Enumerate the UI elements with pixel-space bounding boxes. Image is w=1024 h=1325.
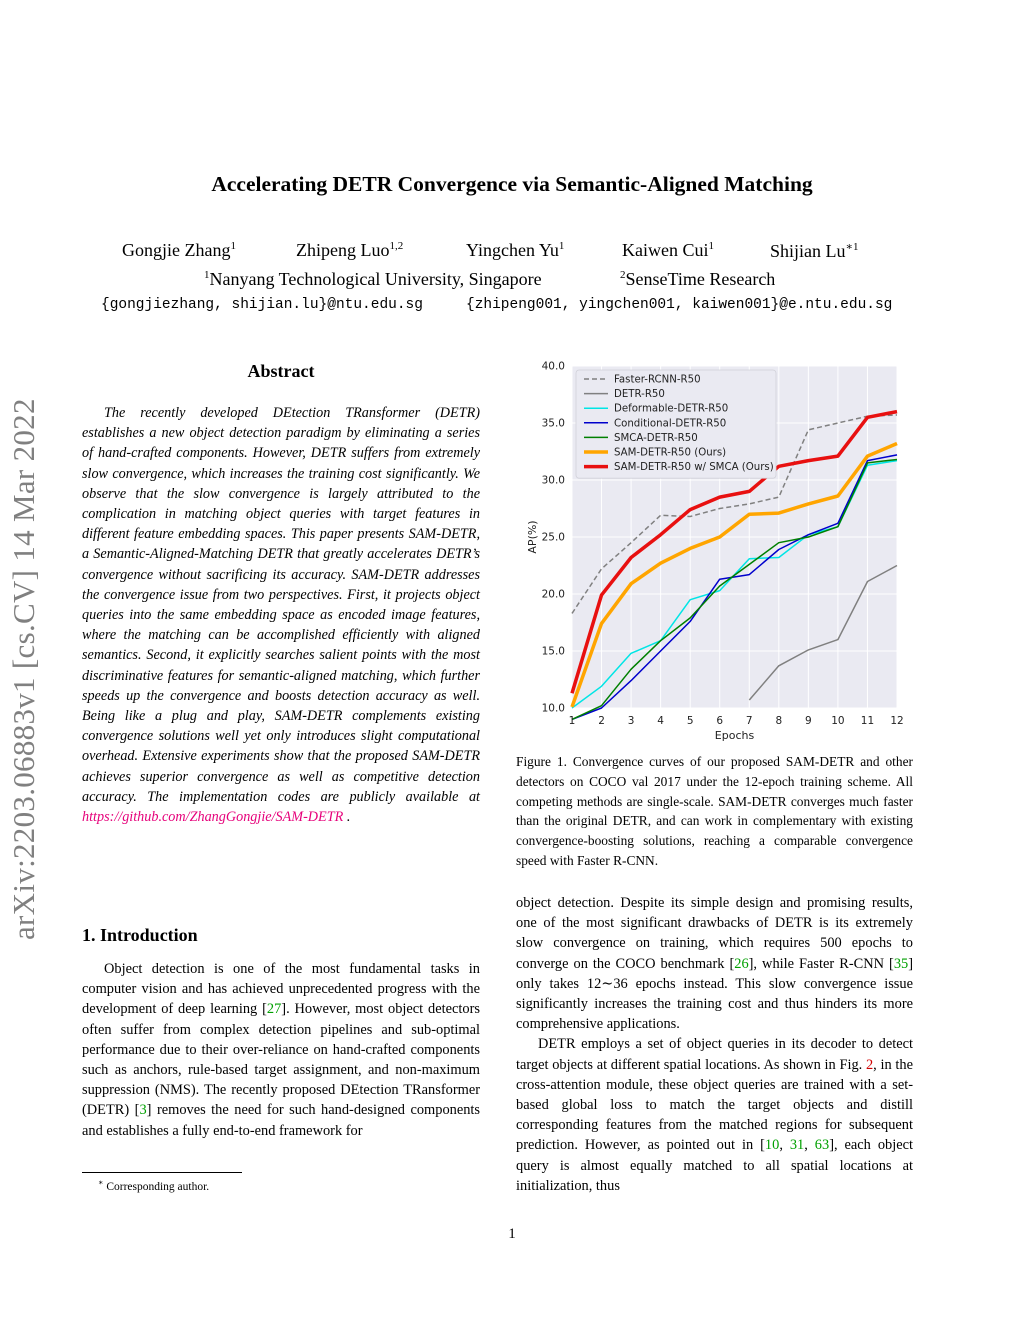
y-tick-label: 40.0 (541, 360, 565, 373)
section-heading: 1. Introduction (82, 925, 198, 945)
y-tick-label: 15.0 (541, 645, 565, 658)
author: Shijian $Lu^{∗1}$ (770, 241, 859, 261)
citation-link[interactable]: 31 (789, 1137, 805, 1154)
x-tick-label: 6 (716, 715, 724, 727)
right-column-text: object detection. Despite its simple design and promising results, one of the most significant drawbacks of DETR is its extremely slow convergence on training, which requires 500 epochs to converge on the COCO benchmark [26], while Faster R-CNN [35] only takes 12∼36 epochs instead. This slow convergence issue significantly increases the training cost and thus hinders its more comprehensive applications. DETR employs a set of object queries in its decoder to detect target objects at different spatial locations. As shown in Fig. 2, in the cross-attention module, these object queries are trained with a set-based global loss to match the target objects and distill corresponding features from the matched regions for subsequent prediction. However, as pointed out in [10, 31, 63], each object query is almost equally matched to all spatial locations at initialization, thus (516, 895, 913, 1194)
legend-label: SAM-DETR-R50 (Ours) (614, 447, 727, 459)
affiliation: $^2$SenseTime Research (620, 269, 776, 289)
email: {zhipeng001, yingchen001, kaiwen001}@e.ntu.edu.sg (466, 297, 893, 313)
citation-link[interactable]: 10 (764, 1137, 780, 1154)
code-link[interactable]: https://github.com/ZhangGongjie/SAM-DETR (82, 809, 344, 826)
citation-link[interactable]: 35 (893, 955, 909, 972)
x-tick-label: 7 (745, 715, 753, 727)
y-axis-label: AP(%) (526, 520, 539, 554)
figure-ref-link[interactable]: 2 (865, 1056, 874, 1073)
x-tick-label: 2 (598, 715, 605, 727)
x-tick-label: 1 (568, 715, 576, 727)
citation-link[interactable]: 27 (266, 1001, 282, 1018)
y-tick-label: 20.0 (541, 588, 565, 601)
figure-caption: Figure 1. Convergence curves of our proposed SAM-DETR and other detectors on COCO val 2017 under the 12-epoch training scheme. All competing methods are single-scale. SAM-DETR converges much faster than the original DETR, and can work in complementary with existing convergence-boosting solutions, reaching a comparable convergence speed with Faster R-CNN. (516, 754, 913, 868)
abstract-heading: Abstract (247, 361, 315, 381)
y-tick-label: 30.0 (541, 474, 565, 487)
x-tick-label: 12 (890, 715, 904, 727)
paper-title: Accelerating DETR Convergence via Semantic-Aligned Matching (211, 172, 813, 196)
citation-link[interactable]: 26 (734, 955, 749, 972)
y-tick-label: 10.0 (541, 702, 565, 715)
legend-label: Conditional-DETR-R50 (614, 418, 727, 430)
citation-link[interactable]: 3 (139, 1102, 147, 1119)
legend (576, 370, 776, 478)
x-tick-label: 9 (805, 715, 812, 727)
author: Yingchen Yu$^1$ (466, 240, 565, 260)
legend-label: DETR-R50 (614, 389, 665, 401)
legend-label: Faster-RCNN-R50 (614, 374, 701, 386)
email: {gongjiezhang, shijian.lu}@ntu.edu.sg (101, 297, 423, 313)
citation-link[interactable]: 63 (814, 1137, 830, 1154)
footnote: ∗ Corresponding author. (98, 1178, 210, 1193)
x-tick-label: 11 (860, 715, 875, 727)
x-tick-label: 4 (657, 715, 664, 727)
legend-label: Deformable-DETR-R50 (614, 403, 729, 415)
x-tick-label: 8 (775, 715, 783, 727)
abstract-body: The recently developed DEtection TRansformer (DETR) establishes a new object detection paradigm by eliminating a series of hand-crafted components. However, DETR suffers from extremely slow convergence, which increases the training cost significantly. We observe that the slow convergence is largely attributed to the complication in matching object queries with target features in different feature embedding spaces. This paper presents SAM-DETR, a Semantic-Aligned-Matching DETR that greatly accelerates DETR’s convergence without sacrificing its accuracy. SAM-DETR addresses the convergence issue from two perspectives. First, it projects object queries into the same embedding space as encoded image features, where the matching can be accomplished efficiently with aligned semantics. Second, it explicitly searches salient points with the most discriminative features for semantic-aligned matching, which further speeds up the convergence and boosts detection accuracy as well. Being like a plug and play, SAM-DETR complements existing convergence solutions well yet only introduces slight computational overhead. Extensive experiments show that the proposed SAM-DETR achieves superior convergence as well as competitive detection accuracy. The implementation codes are publicly available at https://github.com/ZhangGongjie/SAM-DETR . (82, 405, 480, 826)
x-axis-label: Epochs (714, 729, 755, 742)
affiliation: $^1$Nanyang Technological University, Singapore (204, 269, 542, 289)
page-number: 1 (508, 1226, 516, 1242)
author: Kaiwen Cui$^1$ (622, 240, 714, 260)
y-tick-label: 35.0 (541, 417, 565, 430)
y-tick-label: 25.0 (541, 531, 565, 544)
convergence-chart (516, 352, 916, 744)
footnote-rule (82, 1172, 242, 1173)
x-tick-label: 10 (831, 715, 845, 727)
abstract-text: The recently developed DEtection TRansformer (DETR) establishes a new object detection paradigm by eliminating a series of hand-crafted components. However, DETR suffers from extremely slow convergence, which increases the training cost significantly. We observe that the slow convergence is largely attributed to the complication in matching object queries with target features in different feature embedding spaces. This paper presents SAM-DETR, a Semantic-Aligned-Matching DETR that greatly accelerates DETR’s convergence without sacrificing its accuracy. SAM-DETR addresses the convergence issue from two perspectives. First, it projects object queries into the same embedding space as encoded image features, where the matching can be accomplished efficiently with aligned semantics. Second, it explicitly searches salient points with the most discriminative features for semantic-aligned matching, which further speeds up the convergence and boosts detection accuracy as well. Being like a plug and play, SAM-DETR complements existing convergence solutions well yet only introduces slight computational overhead. Extensive experiments show that the proposed SAM-DETR achieves superior convergence as well as competitive detection accuracy. The implementation codes are publicly available at (82, 405, 480, 805)
legend-label: SAM-DETR-R50 w/ SMCA (Ours) (614, 462, 774, 474)
legend-label: SMCA-DETR-R50 (614, 432, 698, 444)
intro-paragraph: Object detection is one of the most fundamental tasks in computer vision and has achieved unprecedented progress with the development of deep learning [27]. However, most object detectors often suffer from complex detection pipelines and sub-optimal performance due to their over-reliance on hand-crafted components such as anchors, rule-based target assignment, and non-maximum suppression (NMS). The recently proposed DEtection TRansformer (DETR) [3] removes the need for such hand-designed components and establishes a fully end-to-end framework for (82, 961, 481, 1139)
arxiv-stamp: arXiv:2203.06883v1 [cs.CV] 14 Mar 2022 (6, 398, 41, 940)
author: Zhipeng Luo$^{1,2}$ (296, 240, 404, 260)
x-tick-label: 5 (686, 715, 694, 727)
x-tick-label: 3 (627, 715, 635, 727)
author: Gongjie Zhang$^1$ (122, 240, 236, 260)
